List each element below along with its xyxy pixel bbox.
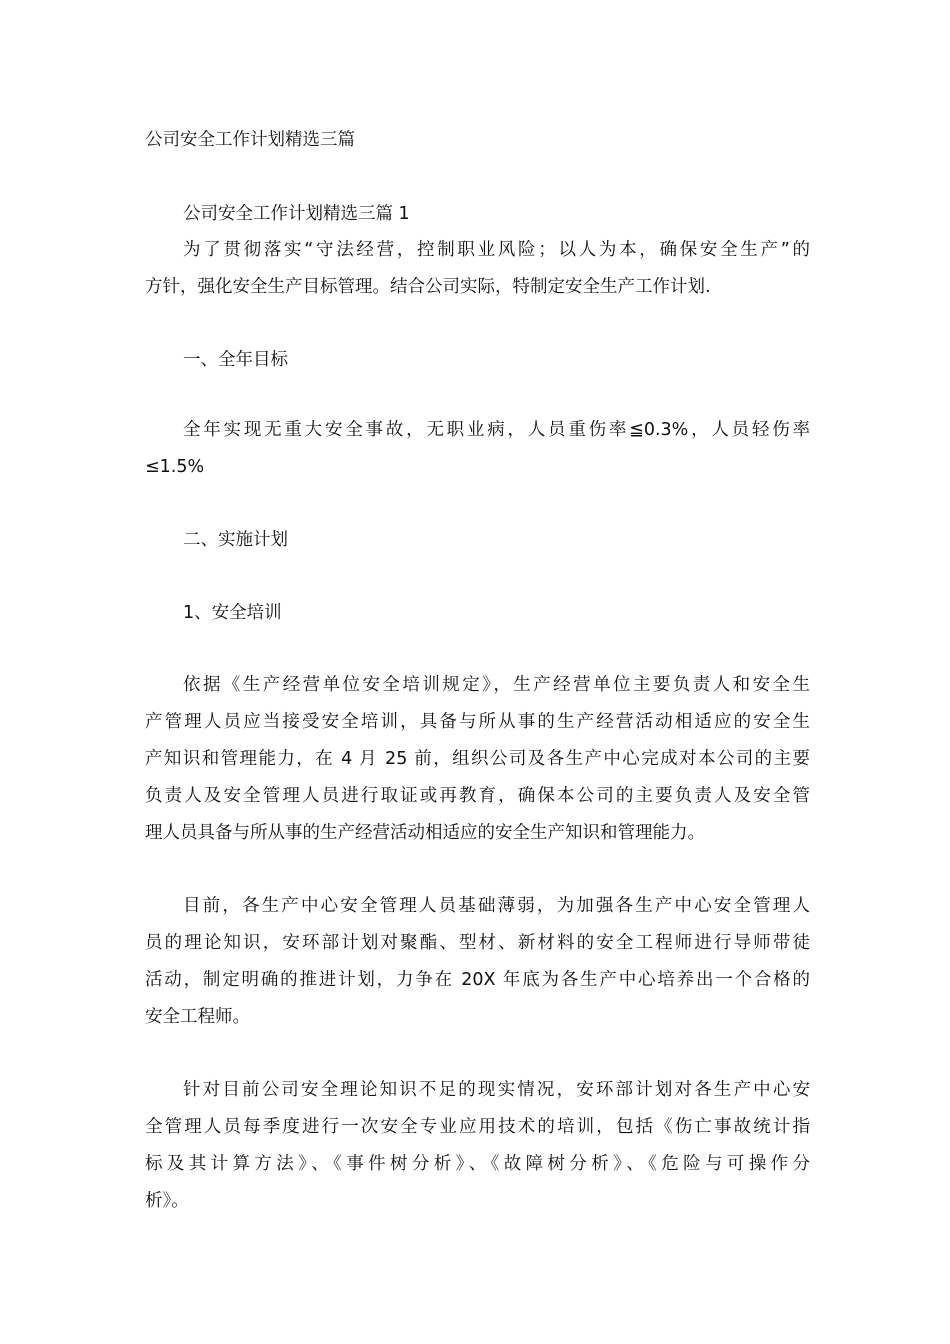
- mentor-line: 目前，各生产中心安全管理人员基础薄弱，为加强各生产中心安全管理人: [183, 896, 810, 916]
- intro-paragraph: [145, 232, 810, 306]
- training-line: 负责人及安全管理人员进行取证或再教育，确保本公司的主要负责人及安全管: [145, 786, 810, 806]
- training-line: 依据《生产经营单位安全培训规定》，生产经营单位主要负责人和安全生: [183, 675, 810, 695]
- section-heading-annual-goal: 一、全年目标: [183, 350, 288, 370]
- training-line: 理人员具备与所从事的生产经营活动相适应的安全生产知识和管理能力。: [145, 823, 705, 843]
- goal-line: 全年实现无重大安全事故，无职业病，人员重伤率≦0.3%，人员轻伤率: [183, 420, 810, 440]
- intro-line: 为了贯彻落实“守法经营，控制职业风险；以人为本，确保安全生产”的: [183, 240, 810, 260]
- document-subtitle: 公司安全工作计划精选三篇 1: [183, 204, 410, 224]
- theory-line: 标及其计算方法》、《事件树分析》、《故障树分析》、《危险与可操作分: [145, 1154, 810, 1174]
- section-heading-implementation: 二、实施计划: [183, 530, 288, 550]
- intro-line: 方针，强化安全生产目标管理。结合公司实际，特制定安全生产工作计划.: [145, 277, 711, 297]
- theory-paragraph: [145, 1072, 810, 1220]
- theory-line: 全管理人员每季度进行一次安全专业应用技术的培训，包括《伤亡事故统计指: [145, 1117, 810, 1137]
- training-line: 产知识和管理能力，在 4 月 25 前，组织公司及各生产中心完成对本公司的主要: [145, 749, 810, 769]
- document-title: 公司安全工作计划精选三篇: [145, 130, 355, 150]
- item-heading-safety-training: 1、安全培训: [183, 603, 282, 623]
- mentor-line: 员的理论知识，安环部计划对聚酯、型材、新材料的安全工程师进行导师带徒: [145, 933, 810, 953]
- theory-line: 析》。: [145, 1191, 189, 1211]
- theory-line: 针对目前公司安全理论知识不足的现实情况，安环部计划对各生产中心安: [183, 1080, 810, 1100]
- training-paragraph: [145, 667, 810, 852]
- goal-line: ≤1.5%: [145, 457, 205, 477]
- goal-paragraph: [145, 412, 810, 486]
- mentor-line: 活动，制定明确的推进计划，力争在 20X 年底为各生产中心培养出一个合格的: [145, 970, 810, 990]
- mentor-line: 安全工程师。: [145, 1007, 250, 1027]
- mentor-paragraph: [145, 888, 810, 1036]
- training-line: 产管理人员应当接受安全培训，具备与所从事的生产经营活动相适应的安全生: [145, 712, 810, 732]
